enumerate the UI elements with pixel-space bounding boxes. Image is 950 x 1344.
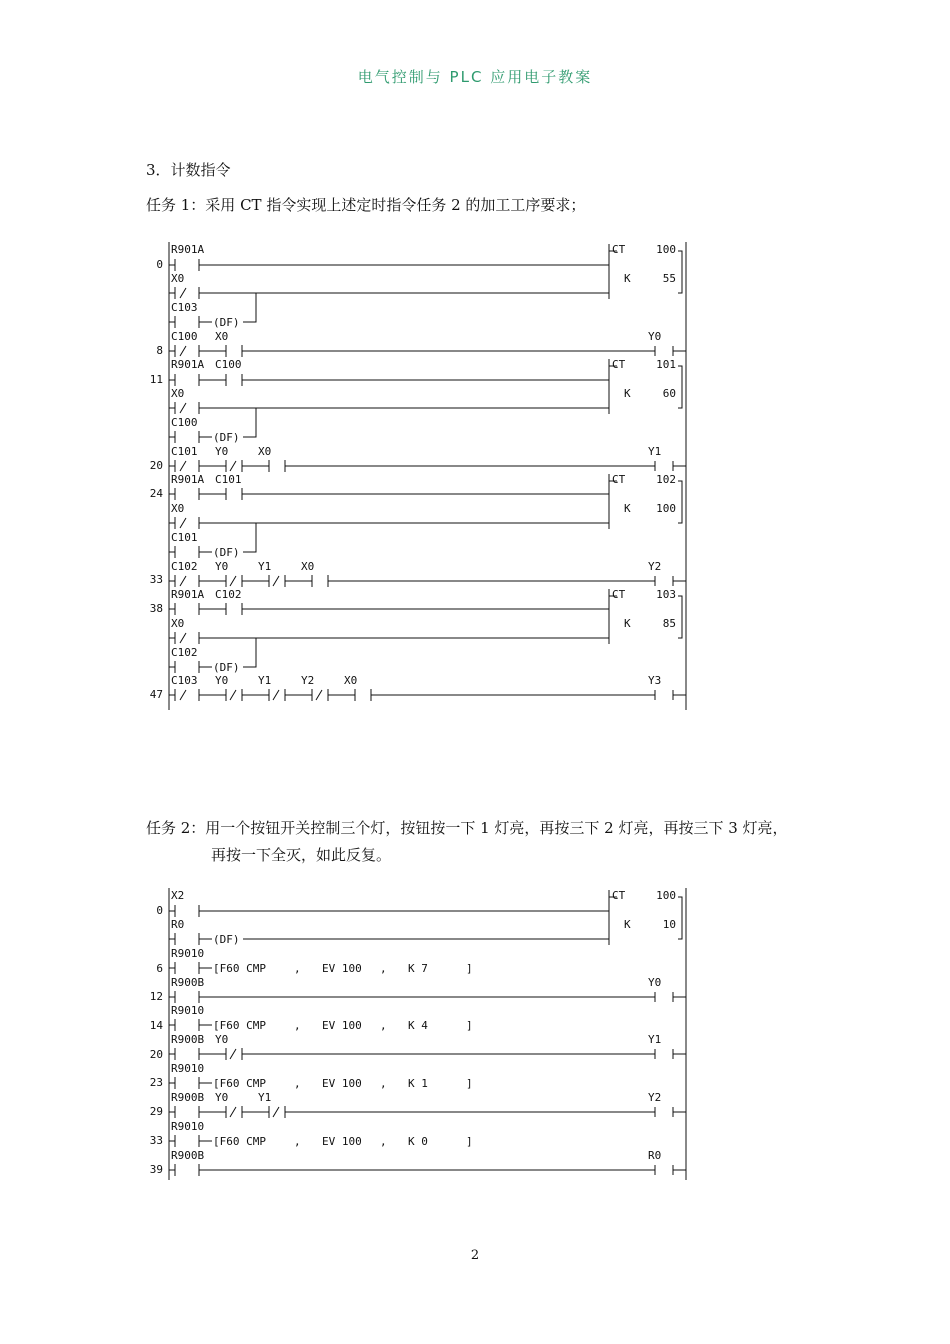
- no-contact: [169, 991, 655, 1003]
- contact-label: C103: [171, 301, 198, 314]
- contact-label: C102: [215, 588, 242, 601]
- contact-label: Y0: [215, 1091, 229, 1104]
- contact-label: C101: [215, 473, 242, 486]
- rung-11: [169, 358, 682, 444]
- rung-33: [169, 1120, 686, 1176]
- df-label: (DF): [213, 933, 240, 946]
- nc-contact: [169, 632, 609, 644]
- step-number: 29: [149, 1105, 163, 1118]
- counter-k-value: 60: [662, 387, 676, 400]
- output-coil: [655, 1165, 686, 1175]
- nc-contact: [169, 287, 609, 299]
- no-contact: [169, 316, 212, 328]
- contact-label: R901A: [171, 243, 205, 256]
- contact-label: R0: [171, 918, 185, 931]
- cmp-sep: ,: [380, 1077, 387, 1090]
- counter-k: K: [624, 617, 631, 630]
- contact-series: [169, 1048, 655, 1060]
- counter-type: CT: [612, 473, 626, 486]
- contact-label: C100: [171, 416, 198, 429]
- nc-contact: [169, 402, 609, 414]
- contact-label: X0: [171, 387, 185, 400]
- cmp-sep: ,: [294, 1077, 301, 1090]
- output-coil: [655, 690, 686, 700]
- step-number: 14: [149, 1019, 163, 1032]
- branch-wire: [243, 523, 256, 552]
- counter-bracket: [678, 251, 682, 293]
- output-label: Y1: [648, 445, 662, 458]
- contact-series: [169, 575, 655, 587]
- cmp-fn: [F60 CMP: [213, 1077, 266, 1090]
- contact-label: C101: [171, 531, 198, 544]
- section-heading: 3．计数指令: [146, 161, 231, 179]
- contact-label: X0: [171, 617, 185, 630]
- counter-k-value: 85: [662, 617, 676, 630]
- counter-k-value: 10: [662, 918, 676, 931]
- contact-label: R9010: [171, 947, 205, 960]
- rung-0: [169, 889, 682, 946]
- df-label: (DF): [213, 546, 240, 559]
- cmp-sep: ,: [294, 962, 301, 975]
- counter-k-value: 55: [662, 272, 676, 285]
- contact-label: R901A: [171, 358, 205, 371]
- output-label: Y3: [648, 674, 662, 687]
- contact-label: X0: [171, 272, 185, 285]
- counter-k: K: [624, 272, 631, 285]
- contact-series: [169, 488, 609, 500]
- contact-label: Y1: [258, 674, 272, 687]
- no-contact: [169, 259, 609, 271]
- branch-wire: [243, 638, 256, 667]
- step-number: 38: [149, 602, 163, 615]
- step-number: 24: [149, 487, 163, 500]
- counter-k: K: [624, 918, 631, 931]
- step-number: 6: [156, 962, 163, 975]
- contact-label: R9010: [171, 1004, 205, 1017]
- contact-label: R901A: [171, 588, 205, 601]
- output-label: Y2: [648, 1091, 662, 1104]
- no-contact: [169, 546, 212, 558]
- step-number: 20: [149, 1048, 163, 1061]
- cmp-sep: ,: [380, 1019, 387, 1032]
- contact-label: X0: [171, 502, 185, 515]
- contact-label: Y1: [258, 560, 272, 573]
- output-coil: [655, 1049, 686, 1059]
- counter-type: CT: [612, 243, 626, 256]
- task2-text-line1: 任务 2：用一个按钮开关控制三个灯，按钮按一下 1 灯亮，再按三下 2 灯亮，再按三下 3 灯亮，: [146, 819, 788, 837]
- contact-label: R9010: [171, 1062, 205, 1075]
- contact-label: X0: [215, 330, 229, 343]
- contact-label: X0: [258, 445, 272, 458]
- no-contact: [169, 1164, 655, 1176]
- cmp-op1: EV 100: [322, 962, 362, 975]
- contact-label: R900B: [171, 1149, 205, 1162]
- page-number: 2: [470, 1248, 480, 1263]
- no-contact: [169, 431, 212, 443]
- step-number: 0: [156, 904, 163, 917]
- contact-label: X0: [301, 560, 315, 573]
- cmp-op2: K 7: [408, 962, 428, 975]
- rung-14: [169, 1004, 686, 1060]
- cmp-sep: ,: [294, 1135, 301, 1148]
- contact-label: Y0: [215, 674, 229, 687]
- nc-contact: [169, 517, 609, 529]
- step-number: 20: [149, 459, 163, 472]
- step-number: 33: [149, 1134, 163, 1147]
- output-label: Y2: [648, 560, 662, 573]
- rung-24: [169, 473, 682, 559]
- task1-text: 任务 1：采用 CT 指令实现上述定时指令任务 2 的加工工序要求；: [146, 196, 586, 214]
- counter-number: 100: [656, 243, 676, 256]
- rung-0: [169, 243, 682, 329]
- counter-bracket: [678, 481, 682, 523]
- df-label: (DF): [213, 431, 240, 444]
- cmp-op2: K 1: [408, 1077, 428, 1090]
- contact-series: [169, 603, 609, 615]
- contact-label: Y0: [215, 445, 229, 458]
- contact-label: R901A: [171, 473, 205, 486]
- output-coil: [655, 576, 686, 586]
- branch-wire: [243, 293, 256, 322]
- df-label: (DF): [213, 661, 240, 674]
- task2-text-line2: 再按一下全灭，如此反复。: [211, 846, 392, 864]
- ladder-diagram-2: [0, 882, 950, 1182]
- counter-number: 103: [656, 588, 676, 601]
- contact-label: Y2: [301, 674, 315, 687]
- contact-label: R900B: [171, 1033, 205, 1046]
- step-number: 33: [149, 573, 163, 586]
- cmp-op1: EV 100: [322, 1077, 362, 1090]
- step-number: 23: [149, 1076, 163, 1089]
- output-label: Y1: [648, 1033, 662, 1046]
- output-coil: [655, 461, 686, 471]
- no-contact: [169, 905, 609, 917]
- no-contact: [169, 1077, 212, 1089]
- cmp-close: ]: [466, 1077, 473, 1090]
- branch-wire: [243, 408, 256, 437]
- counter-number: 102: [656, 473, 676, 486]
- page-header-title: 电气控制与 PLC 应用电子教案: [357, 68, 593, 86]
- step-number: 12: [149, 990, 163, 1003]
- counter-k: K: [624, 387, 631, 400]
- contact-label: C100: [171, 330, 198, 343]
- contact-label: C100: [215, 358, 242, 371]
- contact-label: C103: [171, 674, 198, 687]
- rung-6: [169, 947, 686, 1003]
- output-label: R0: [648, 1149, 662, 1162]
- cmp-sep: ,: [380, 962, 387, 975]
- step-number: 11: [149, 373, 163, 386]
- cmp-close: ]: [466, 1019, 473, 1032]
- cmp-sep: ,: [294, 1019, 301, 1032]
- cmp-close: ]: [466, 962, 473, 975]
- counter-bracket: [678, 366, 682, 408]
- contact-label: C102: [171, 560, 198, 573]
- contact-label: R900B: [171, 976, 205, 989]
- no-contact: [169, 661, 212, 673]
- counter-k: K: [624, 502, 631, 515]
- contact-label: Y0: [215, 1033, 229, 1046]
- no-contact: [169, 1019, 212, 1031]
- output-coil: [655, 1107, 686, 1117]
- contact-series: [169, 689, 655, 701]
- counter-type: CT: [612, 588, 626, 601]
- rung-47: [169, 674, 686, 701]
- contact-series: [169, 460, 655, 472]
- contact-label: R9010: [171, 1120, 205, 1133]
- no-contact: [169, 962, 212, 974]
- rung-33: [169, 560, 686, 587]
- cmp-fn: [F60 CMP: [213, 1019, 266, 1032]
- cmp-fn: [F60 CMP: [213, 962, 266, 975]
- ladder-diagram-1: [0, 236, 950, 716]
- output-label: Y0: [648, 330, 662, 343]
- cmp-op1: EV 100: [322, 1135, 362, 1148]
- rung-23: [169, 1062, 686, 1118]
- cmp-sep: ,: [380, 1135, 387, 1148]
- step-number: 39: [149, 1163, 163, 1176]
- counter-k-value: 100: [656, 502, 676, 515]
- cmp-close: ]: [466, 1135, 473, 1148]
- counter-type: CT: [612, 889, 626, 902]
- no-contact: [169, 1135, 212, 1147]
- cmp-op1: EV 100: [322, 1019, 362, 1032]
- step-number: 0: [156, 258, 163, 271]
- counter-number: 101: [656, 358, 676, 371]
- step-number: 47: [149, 688, 163, 701]
- counter-number: 100: [656, 889, 676, 902]
- contact-label: C101: [171, 445, 198, 458]
- counter-type: CT: [612, 358, 626, 371]
- rung-8: [169, 330, 686, 357]
- contact-label: X2: [171, 889, 185, 902]
- output-coil: [655, 992, 686, 1002]
- counter-bracket: [678, 596, 682, 638]
- contact-series: [169, 345, 655, 357]
- cmp-op2: K 4: [408, 1019, 428, 1032]
- counter-bracket: [678, 897, 682, 939]
- contact-label: R900B: [171, 1091, 205, 1104]
- df-label: (DF): [213, 316, 240, 329]
- contact-label: X0: [344, 674, 358, 687]
- contact-label: Y1: [258, 1091, 272, 1104]
- contact-label: Y0: [215, 560, 229, 573]
- cmp-op2: K 0: [408, 1135, 428, 1148]
- cmp-fn: [F60 CMP: [213, 1135, 266, 1148]
- step-number: 8: [156, 344, 163, 357]
- rung-38: [169, 588, 682, 674]
- output-label: Y0: [648, 976, 662, 989]
- no-contact: [169, 933, 212, 945]
- rung-20: [169, 445, 686, 472]
- contact-label: C102: [171, 646, 198, 659]
- output-coil: [655, 346, 686, 356]
- contact-series: [169, 374, 609, 386]
- contact-series: [169, 1106, 655, 1118]
